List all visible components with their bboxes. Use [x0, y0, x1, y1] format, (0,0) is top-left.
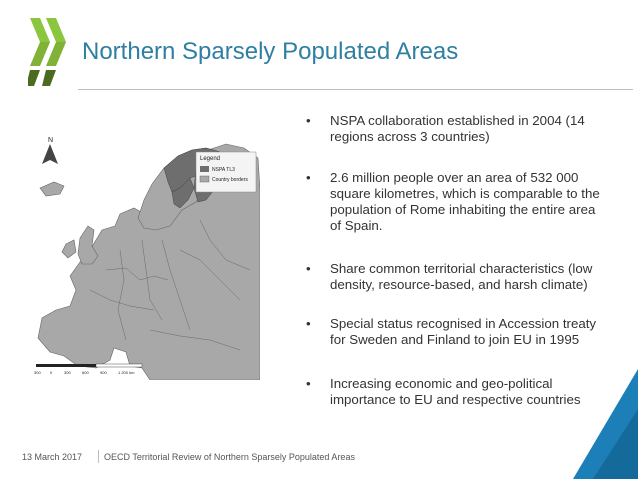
bullet-symbol: • [306, 261, 311, 276]
oecd-logo-icon [28, 16, 72, 88]
bullet-symbol: • [306, 316, 311, 331]
scale-label: 900 [100, 370, 107, 375]
legend-title: Legend [200, 156, 221, 162]
bullet-text: Increasing economic and geo-political importance to EU and respective countries [330, 376, 581, 407]
bullet-item [306, 316, 606, 348]
bullet-text: Special status recognised in Accession treaty for Sweden and Finland to join EU in 1995 [330, 316, 597, 347]
north-label: N [48, 137, 54, 144]
scale-label: 300 [64, 370, 71, 375]
footer-source: OECD Territorial Review of Northern Sparsely Populated Areas [104, 452, 355, 462]
bullet-symbol: • [306, 170, 311, 185]
bullet-text: Share common territorial characteristics (low density, resource-based, and harsh climate) [330, 261, 593, 292]
bullet-text: NSPA collaboration established in 2004 (14 regions across 3 countries) [330, 113, 585, 144]
bullet-item [306, 261, 606, 293]
bullet-symbol: • [306, 376, 311, 391]
title-divider [78, 89, 633, 90]
page-title: Northern Sparsely Populated Areas [82, 38, 459, 65]
scale-label: 300 [34, 370, 41, 375]
footer-divider [98, 450, 99, 463]
bullet-text: 2.6 million people over an area of 532 000 square kilometres, which is comparable to the population of Rome inhabiting the entire area of Spain. [330, 170, 600, 233]
legend-item-borders: Country borders [212, 177, 248, 183]
corner-decoration [573, 369, 638, 479]
bullet-item [306, 113, 606, 145]
scale-label: 0 [50, 370, 53, 375]
scale-label: 600 [82, 370, 89, 375]
bullet-item [306, 376, 606, 408]
bullet-symbol: • [306, 113, 311, 128]
bullet-item [306, 170, 606, 234]
legend-item-nspa: NSPA TL3 [212, 167, 235, 173]
footer-date: 13 March 2017 [22, 452, 83, 462]
scale-label: 1 200 km [118, 370, 135, 375]
europe-map [30, 130, 260, 380]
